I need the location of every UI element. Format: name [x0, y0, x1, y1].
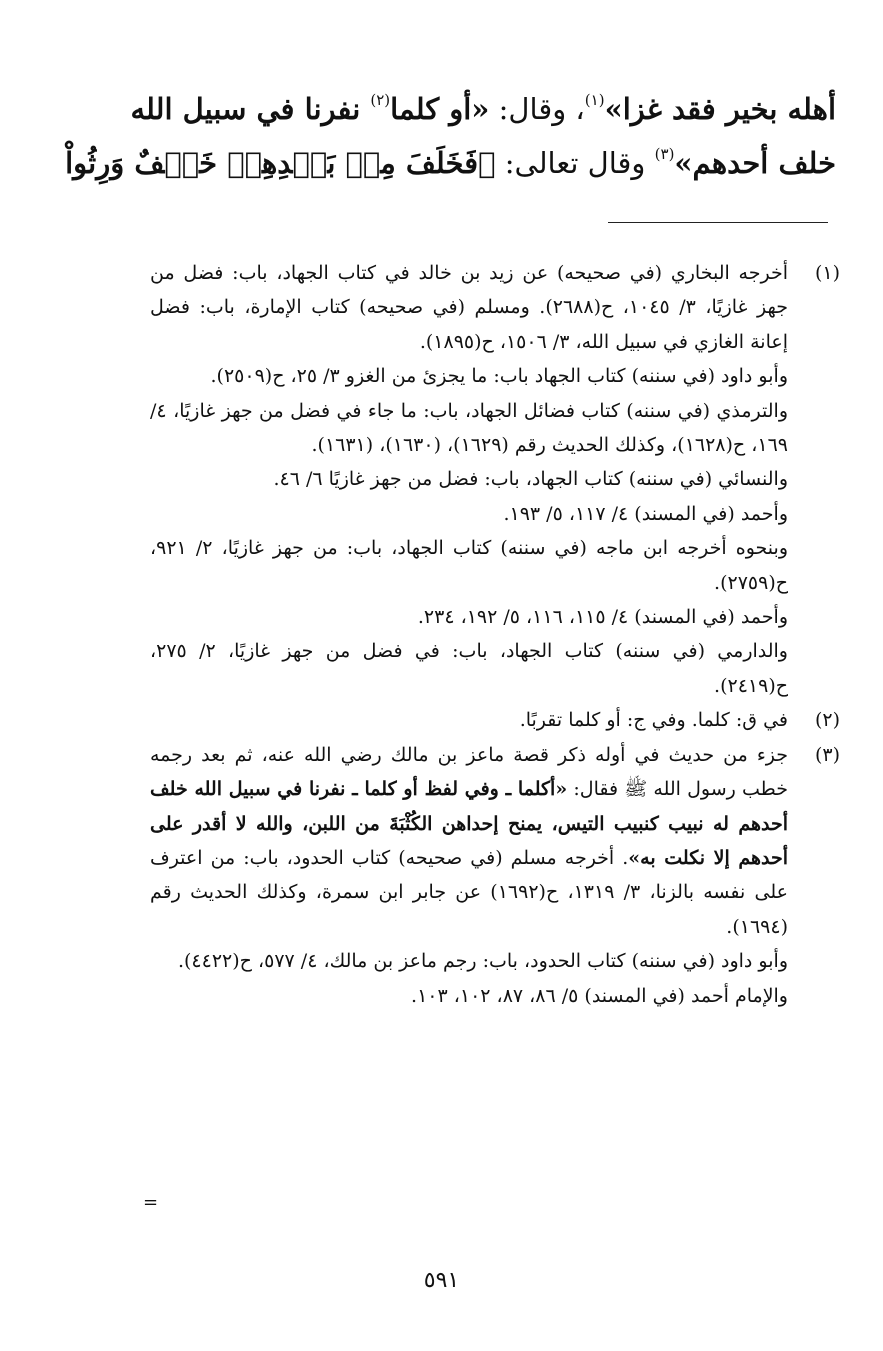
footnote-ref-2[interactable]: (٢) [370, 91, 391, 109]
footnote-body [150, 703, 788, 737]
footnote-divider [608, 222, 828, 223]
main-text [65, 82, 836, 190]
page-number: ٥٩١ [423, 1268, 460, 1293]
footnote-paragraph: وأبو داود (في سننه) كتاب الجهاد باب: ما يجزئ من الغزو ٣/ ٢٥، ح(٢٥٠٩). [210, 365, 788, 388]
footnote-ref-1[interactable]: (١) [584, 91, 605, 109]
footnote-ref-3[interactable]: (٣) [654, 145, 675, 163]
quote-end-2: خلف أحدهم» [674, 146, 836, 180]
main-text-line-1 [130, 82, 836, 136]
footnote-2 [150, 703, 840, 737]
footnote-body [150, 738, 788, 1013]
footnote-paragraph: وأحمد (في المسند) ٤/ ١١٥، ١١٦، ٥/ ١٩٢، ٢٣٤. [417, 606, 788, 629]
comma: ، [566, 92, 585, 126]
footnote-number: (٣) [814, 743, 840, 766]
footnote-paragraph: والترمذي (في سننه) كتاب فضائل الجهاد، باب: ما جاء في فضل من جهز غازيًا، ٤/ ١٦٩، ح(١٦٢٨)، وكذلك الحديث رقم (١٦٢٩)، (١٦٣٠)، (١٦٣١). [150, 399, 788, 457]
hadith-text: «أكلما ـ وفي لفظ أو كلما ـ نفرنا في سبيل الله خلف أحدهم له نبيب كنبيب التيس، يمنح إحداهن الكُثْبَةَ من اللبن، والله لا أقدر على أحدهم إلا نكلت به» [150, 778, 788, 869]
footnote-paragraph: وبنحوه أخرجه ابن ماجه (في سننه) كتاب الجهاد، باب: من جهز غازيًا، ٢/ ٩٢١، ح(٢٧٥٩). [150, 537, 788, 594]
quote-end: أهله بخير فقد غزا» [604, 92, 836, 126]
footnote-body [150, 256, 788, 703]
quote-start: «أو كلما [390, 92, 490, 126]
footnote-number: (١) [814, 262, 840, 284]
quran-verse: ﴿فَخَلَفَ مِنۢ بَعۡدِهِمۡ خَلۡفٌ وَرِثُواْ [65, 146, 496, 180]
quote-continuation: نفرنا في سبيل الله [130, 92, 371, 126]
continuation-mark: = [143, 1192, 159, 1213]
footnote-paragraph: أخرجه البخاري (في صحيحه) عن زيد بن خالد في كتاب الجهاد، باب: فضل من جهز غازيًا، ٣/ ١٠٤٥، ح(٢٦٨٨). ومسلم (في صحيحه) كتاب الإمارة، باب: فضل إعانة الغازي في سبيل الله، ٣/ ١٥٠٦، ح(١٨٩٥). [150, 262, 788, 353]
said-exalted-text: وقال تعالى: [495, 146, 655, 180]
footnote-paragraph [150, 738, 788, 944]
footnote-paragraph: والدارمي (في سننه) كتاب الجهاد، باب: في فضل من جهز غازيًا، ٢/ ٢٧٥، ح(٢٤١٩). [150, 640, 788, 697]
footnote-paragraph: وأبو داود (في سننه) كتاب الحدود، باب: رجم ماعز بن مالك، ٤/ ٥٧٧، ح(٤٤٢٢). [177, 950, 788, 973]
footnote-paragraph: في ق: كلما. وفي ج: أو كلما تقربًا. [519, 709, 788, 732]
footnotes [150, 256, 840, 1013]
footnote-paragraph: والإمام أحمد (في المسند) ٥/ ٨٦، ٨٧، ١٠٢، ١٠٣. [411, 984, 788, 1007]
hadith-source: . أخرجه مسلم (في صحيحه) كتاب الحدود، باب: من اعترف على نفسه بالزنا، ٣/ ١٣١٩، ح(١٦٩٢) عن جابر ابن سمرة، وكذلك الحديث رقم (١٦٩٤). [150, 846, 788, 938]
said-text: وقال: [489, 92, 567, 126]
footnote-number: (٢) [814, 709, 840, 732]
hadith-intro: جزء من حديث في أوله ذكر قصة ماعز بن مالك رضي الله عنه، ثم بعد رجمه خطب رسول الله ﷺ فقال: [150, 743, 788, 801]
footnote-paragraph: والنسائي (في سننه) كتاب الجهاد، باب: فضل من جهز غازيًا ٦/ ٤٦. [273, 468, 788, 491]
main-text-line-2 [65, 136, 836, 190]
footnote-3 [150, 738, 840, 1013]
footnote-1 [150, 256, 840, 703]
footnote-paragraph: وأحمد (في المسند) ٤/ ١١٧، ٥/ ١٩٣. [503, 502, 788, 525]
